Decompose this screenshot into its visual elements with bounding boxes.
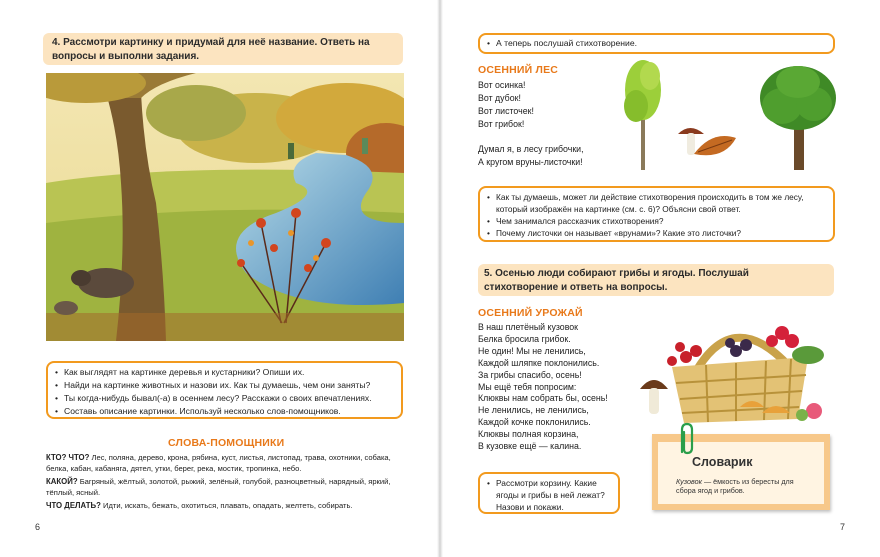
poem-line: Каждой шляпке поклонились. — [478, 357, 600, 368]
poem-line: Не ленились, не ленились, — [478, 405, 589, 416]
task4-questions — [54, 366, 395, 418]
poem-line: Каждой кочке поклонились. — [478, 417, 591, 428]
question-item: • Чем занимался рассказчик стихотворения? — [486, 215, 827, 227]
task5-header — [478, 264, 834, 296]
poem-line: В кузовке ещё — калина. — [478, 441, 582, 452]
dictionary-definition — [676, 477, 806, 495]
autumn-forest-picture — [46, 73, 404, 341]
poem-line: Не один! Мы не ленились, — [478, 345, 586, 356]
poem-line: Думал я, в лесу грибочки, — [478, 144, 584, 154]
poem-line: Вот дубок! — [478, 93, 521, 103]
poem-line: Белка бросила грибок. — [478, 333, 571, 344]
poem-line: Мы ещё тебя попросим: — [478, 381, 577, 392]
question-item: • Как ты думаешь, может ли действие стихотворения происходить в том же лесу, который изображён на картинке (см. с. 6)? Объясни свой ответ. — [486, 191, 827, 215]
helper-label: ЧТО ДЕЛАТЬ? — [46, 501, 101, 510]
task4-title: 4. Рассмотри картинку и придумай для неё название. Ответь на вопросы и выполни задания. — [52, 37, 370, 62]
helper-which — [46, 476, 398, 498]
poem-line: Вот грибок! — [478, 119, 525, 129]
poem1-title: ОСЕННИЙ ЛЕС — [478, 64, 559, 76]
helper-words — [46, 452, 398, 513]
poem2-text — [478, 322, 608, 453]
poem1-stanza2 — [478, 143, 584, 169]
poem-line: В наш плетёный кузовок — [478, 322, 579, 332]
question-item: • Почему листочки он называет «врунами»? Какие это листочки? — [486, 227, 827, 239]
helper-verbs — [46, 500, 398, 511]
helper-text: Багряный, жёлтый, золотой, рыжий, зелёный, голубой, разноцветный, нарядный, яркий, тёплый, ясный. — [46, 477, 391, 497]
poem-line: Клюквы полная корзина, — [478, 429, 579, 440]
poem1-questions — [486, 191, 827, 239]
listen-box — [478, 33, 835, 54]
listen-instruction: • А теперь послушай стихотворение. — [486, 37, 827, 50]
dictionary-word: Кузовок — [676, 477, 702, 486]
poem-line: За грибы спасибо, осень! — [478, 369, 582, 380]
poem-line: Вот осинка! — [478, 80, 526, 90]
page-number-left: 6 — [35, 522, 41, 532]
poem1-stanza1 — [478, 79, 534, 131]
helper-text: Идти, искать, бежать, охотиться, плавать, опадать, желтеть, собирать. — [100, 501, 353, 510]
basket-question: • Рассмотри корзину. Какие ягоды и грибы в ней лежат? Назови и покажи. — [486, 477, 612, 513]
basket-question-box — [478, 472, 620, 514]
dictionary-title: Словарик — [692, 455, 753, 469]
poem2-title: ОСЕННИЙ УРОЖАЙ — [478, 307, 583, 319]
question-item: • Найди на картинке животных и назови их. Как ты думаешь, чем они заняты? — [54, 379, 395, 392]
helper-words-title: СЛОВА-ПОМОЩНИКИ — [168, 437, 285, 449]
task4-header — [43, 33, 403, 65]
helper-label: КАКОЙ? — [46, 477, 78, 486]
question-item: • Как выглядят на картинке деревья и кустарники? Опиши их. — [54, 366, 395, 379]
task4-questions-box — [46, 361, 403, 419]
helper-who-what — [46, 452, 398, 474]
poem-line: Клюквы нам собрать бы, осень! — [478, 393, 608, 404]
page-number-right: 7 — [840, 522, 846, 532]
poem1-questions-box — [478, 186, 835, 242]
question-item: • Составь описание картинки. Используй несколько слов-помощников. — [54, 405, 395, 418]
aspen-mushroom-oak-illustration — [612, 56, 837, 174]
paper-clip-icon — [676, 422, 696, 456]
berry-basket-illustration — [636, 315, 841, 427]
poem-line: Вот листочек! — [478, 106, 534, 116]
helper-text: Лес, поляна, дерево, крона, рябина, куст, листья, листопад, трава, охотники, собака, белка, кабан, кабаняга, дятел, утки, берег, река, мостик, тропинка, небо. — [46, 453, 391, 473]
book-gutter — [437, 0, 443, 557]
question-item: • Ты когда-нибудь бывал(-а) в осеннем лесу? Расскажи о своих впечатлениях. — [54, 392, 395, 405]
task5-title: 5. Осенью люди собирают грибы и ягоды. Послушай стихотворение и ответь на вопросы. — [484, 268, 749, 293]
helper-label: КТО? ЧТО? — [46, 453, 90, 462]
dictionary-text: — ёмкость из бересты для сбора ягод и грибов. — [676, 477, 794, 495]
poem-line: А кругом вруны-листочки! — [478, 157, 583, 167]
